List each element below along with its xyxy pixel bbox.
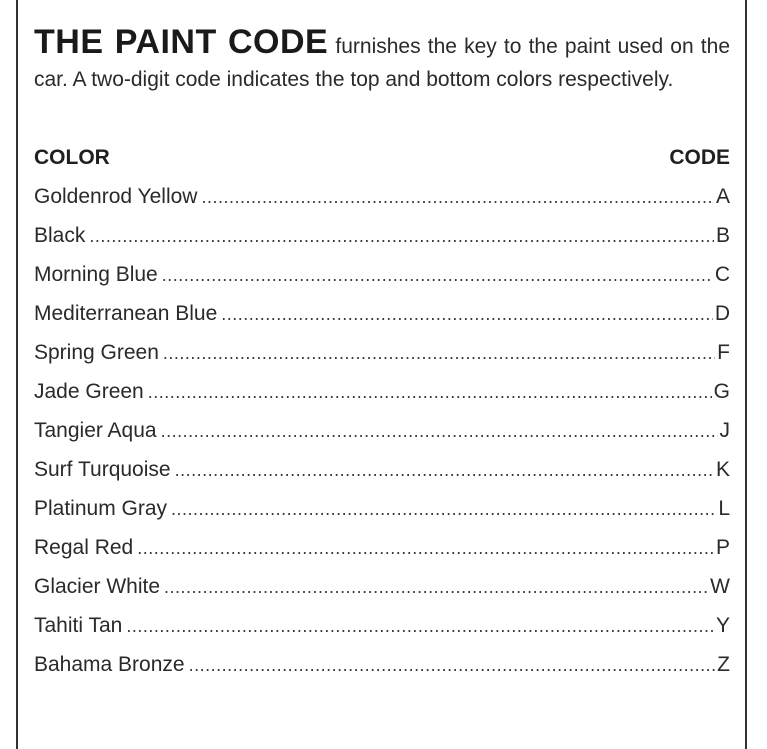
dot-leader bbox=[221, 299, 713, 329]
color-code: Y bbox=[715, 614, 730, 637]
color-code: K bbox=[715, 458, 730, 481]
color-code: A bbox=[715, 185, 730, 208]
dot-leader bbox=[175, 455, 714, 485]
intro-text: furnishes the key to the paint used on the car. A two-digit code indicates the top and bottom colors respectively. bbox=[34, 35, 730, 91]
table-row bbox=[34, 455, 730, 494]
section-title: THE PAINT CODE bbox=[34, 23, 329, 61]
intro-paragraph bbox=[34, 23, 730, 96]
table-row bbox=[34, 416, 730, 455]
color-name: Bahama Bronze bbox=[34, 653, 185, 676]
dot-leader bbox=[189, 650, 716, 680]
paint-code-table bbox=[34, 143, 730, 689]
table-row bbox=[34, 377, 730, 416]
table-row bbox=[34, 533, 730, 572]
dot-leader bbox=[89, 221, 714, 251]
dot-leader bbox=[148, 377, 712, 407]
header-code: CODE bbox=[669, 146, 730, 169]
color-name: Surf Turquoise bbox=[34, 458, 171, 481]
table-row bbox=[34, 494, 730, 533]
color-code: B bbox=[715, 224, 730, 247]
color-code: F bbox=[717, 341, 730, 364]
dot-leader bbox=[171, 494, 716, 524]
table-row bbox=[34, 260, 730, 299]
color-name: Jade Green bbox=[34, 380, 144, 403]
dot-leader bbox=[126, 611, 714, 641]
color-name: Spring Green bbox=[34, 341, 159, 364]
color-code: G bbox=[713, 380, 730, 403]
table-header bbox=[34, 143, 730, 182]
color-code: Z bbox=[717, 653, 730, 676]
dot-leader bbox=[164, 572, 708, 602]
color-name: Morning Blue bbox=[34, 263, 158, 286]
header-color: COLOR bbox=[34, 146, 110, 169]
dot-leader bbox=[201, 182, 714, 212]
color-code: C bbox=[714, 263, 730, 286]
table-row bbox=[34, 572, 730, 611]
color-code: L bbox=[718, 497, 730, 520]
color-code: J bbox=[719, 419, 730, 442]
table-row bbox=[34, 650, 730, 689]
table-row bbox=[34, 611, 730, 650]
color-name: Tahiti Tan bbox=[34, 614, 123, 637]
right-border-rule bbox=[745, 0, 747, 749]
table-row bbox=[34, 221, 730, 260]
color-code: D bbox=[714, 302, 730, 325]
dot-leader bbox=[137, 533, 714, 563]
color-name: Platinum Gray bbox=[34, 497, 168, 520]
color-name: Tangier Aqua bbox=[34, 419, 157, 442]
color-name: Glacier White bbox=[34, 575, 161, 598]
color-name: Mediterranean Blue bbox=[34, 302, 218, 325]
paint-code-section bbox=[34, 23, 730, 689]
left-border-rule bbox=[16, 0, 18, 749]
color-name: Black bbox=[34, 224, 86, 247]
table-row bbox=[34, 338, 730, 377]
dot-leader bbox=[162, 260, 713, 290]
table-row bbox=[34, 182, 730, 221]
color-name: Regal Red bbox=[34, 536, 134, 559]
table-row bbox=[34, 299, 730, 338]
dot-leader bbox=[161, 416, 718, 446]
color-code: W bbox=[710, 575, 730, 598]
dot-leader bbox=[163, 338, 715, 368]
color-name: Goldenrod Yellow bbox=[34, 185, 198, 208]
color-code: P bbox=[715, 536, 730, 559]
